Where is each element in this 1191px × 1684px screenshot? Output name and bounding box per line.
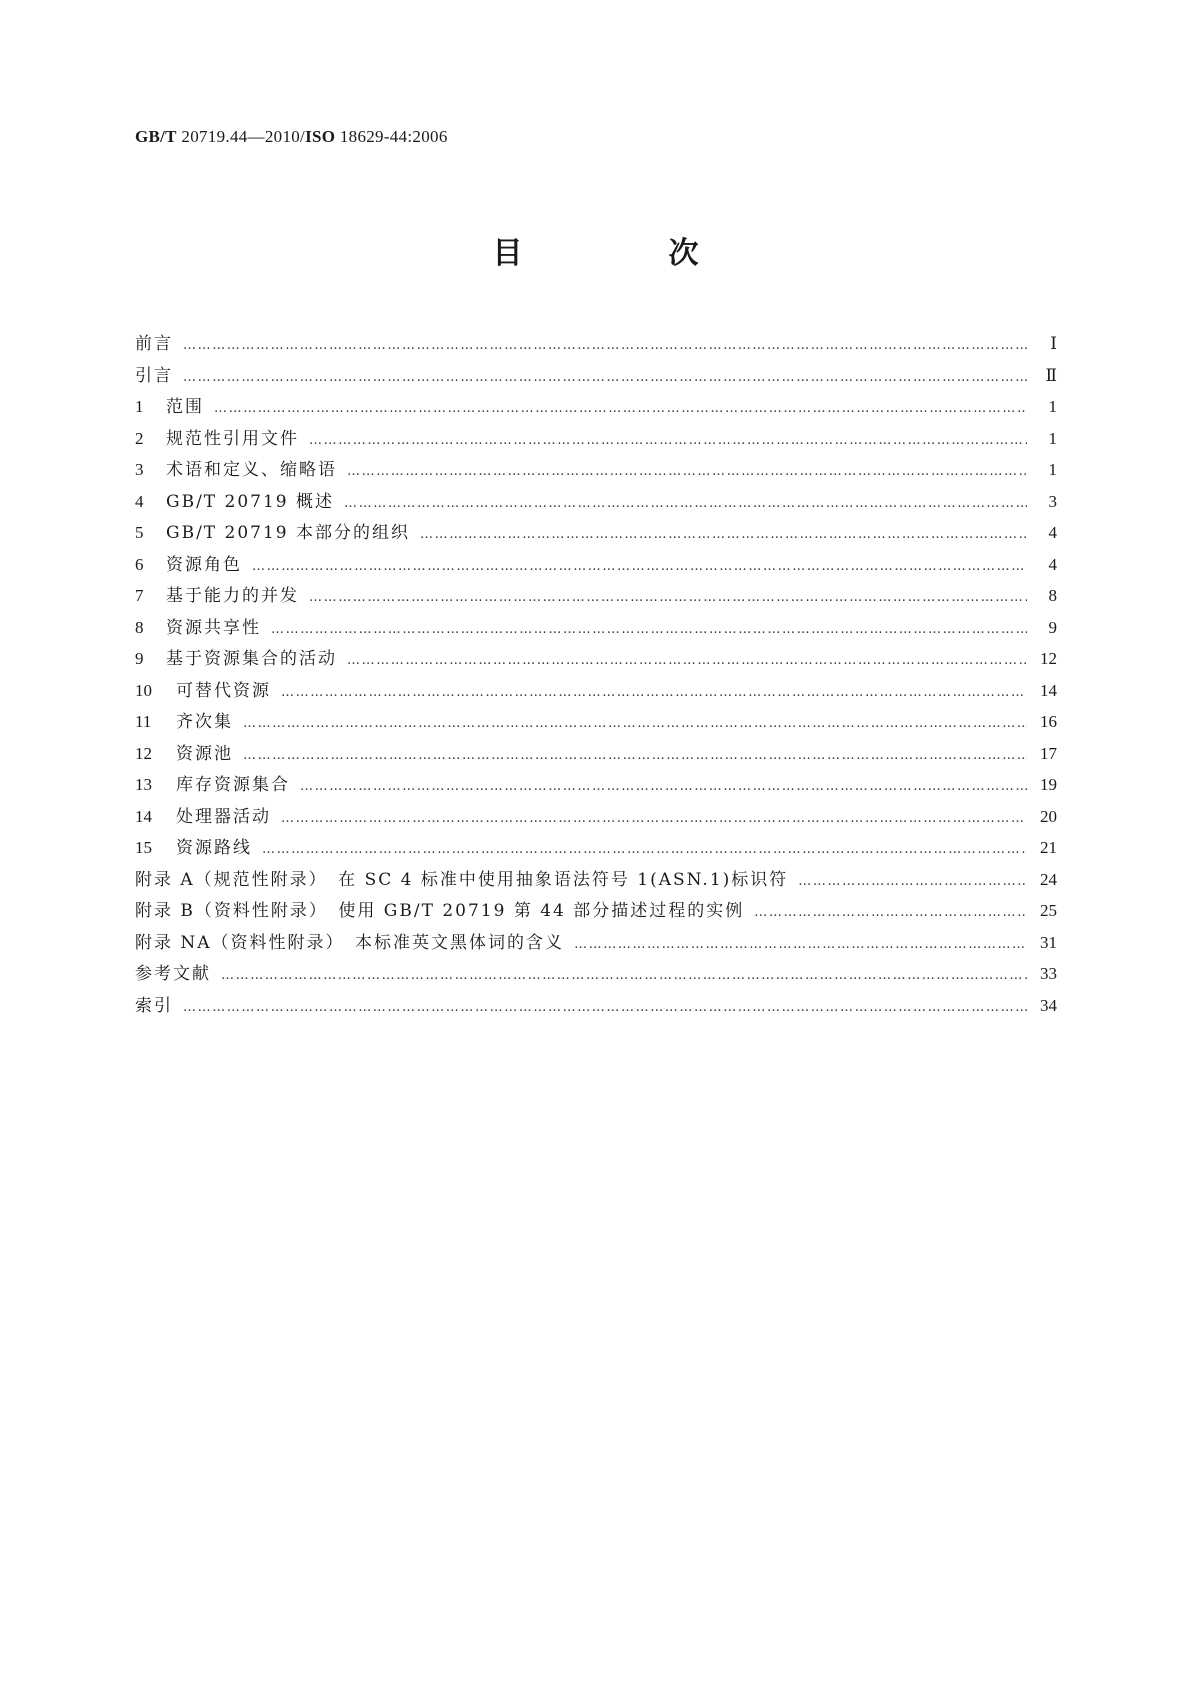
toc-entry-page: 34 <box>1040 995 1057 1015</box>
toc-entry-label: 前言 <box>135 334 173 354</box>
toc-dot-leader <box>347 456 1027 488</box>
toc-dot-leader <box>754 897 1027 929</box>
toc-entry[interactable] <box>135 328 1057 360</box>
toc-entry-number: 3 <box>135 460 144 479</box>
standard-prefix: GB/T <box>135 127 177 146</box>
toc-dot-leader <box>183 992 1027 1024</box>
toc-dot-leader <box>243 740 1027 772</box>
toc-entry-number: 14 <box>135 806 152 826</box>
toc-dot-leader <box>798 866 1027 898</box>
toc-entry-number: 5 <box>135 523 144 542</box>
toc-entry-label: 资源池 <box>176 743 233 764</box>
toc-entry-page: 14 <box>1040 680 1057 700</box>
toc-dot-leader <box>214 393 1027 425</box>
toc-entry-page: 4 <box>1048 554 1057 574</box>
toc-entry-label: 附录 A（规范性附录） 在 SC 4 标准中使用抽象语法符号 1(ASN.1)标识符 <box>135 869 789 890</box>
toc-entry[interactable] <box>135 486 1057 518</box>
toc-entry[interactable] <box>135 391 1057 423</box>
toc-entry-label: 资源角色 <box>166 554 242 575</box>
toc-entry-label: 索引 <box>135 995 173 1016</box>
toc-dot-leader <box>252 551 1027 583</box>
table-of-contents <box>135 328 1057 1021</box>
toc-entry-page: 1 <box>1048 428 1057 448</box>
toc-entry-page: Ⅱ <box>1045 365 1057 385</box>
toc-entry-page: 19 <box>1040 775 1057 794</box>
toc-entry[interactable] <box>135 423 1057 455</box>
toc-dot-leader <box>574 929 1027 961</box>
toc-entry-page: 1 <box>1048 460 1057 479</box>
toc-entry-label: 基于能力的并发 <box>166 586 299 606</box>
toc-entry-label: 资源路线 <box>176 838 252 858</box>
toc-entry-page: 4 <box>1048 523 1057 542</box>
toc-entry-page: Ⅰ <box>1050 334 1057 353</box>
toc-dot-leader <box>221 960 1027 992</box>
toc-entry-number: 9 <box>135 649 144 668</box>
toc-entry-label: 可替代资源 <box>176 680 271 701</box>
toc-entry-page: 3 <box>1048 491 1057 511</box>
toc-entry-number: 15 <box>135 838 152 857</box>
iso-prefix: ISO <box>305 127 336 146</box>
toc-entry[interactable] <box>135 517 1057 549</box>
toc-dot-leader <box>347 645 1027 677</box>
toc-entry-number: 7 <box>135 586 144 605</box>
standard-number: 20719.44—2010/ <box>181 127 306 146</box>
page-title: 目 次 <box>492 236 757 271</box>
toc-entry[interactable] <box>135 864 1057 896</box>
toc-dot-leader <box>420 519 1027 551</box>
toc-entry-label: 引言 <box>135 365 173 386</box>
toc-dot-leader <box>281 803 1027 835</box>
toc-entry-page: 16 <box>1040 712 1057 731</box>
toc-entry[interactable] <box>135 769 1057 801</box>
toc-entry-page: 17 <box>1040 743 1057 763</box>
toc-entry-label: 附录 NA（资料性附录） 本标准英文黑体词的含义 <box>135 932 565 953</box>
toc-entry-page: 31 <box>1040 932 1057 952</box>
toc-entry[interactable] <box>135 958 1057 990</box>
toc-entry-label: GB/T 20719 本部分的组织 <box>166 523 411 543</box>
toc-entry[interactable] <box>135 738 1057 770</box>
toc-entry[interactable] <box>135 549 1057 581</box>
toc-entry[interactable] <box>135 612 1057 644</box>
toc-dot-leader <box>344 488 1027 520</box>
toc-entry-label: GB/T 20719 概述 <box>166 491 335 512</box>
toc-entry-number: 10 <box>135 680 152 700</box>
toc-entry-number: 4 <box>135 491 144 511</box>
toc-entry[interactable] <box>135 801 1057 833</box>
toc-entry[interactable] <box>135 454 1057 486</box>
toc-dot-leader <box>183 362 1027 394</box>
toc-dot-leader <box>300 771 1027 803</box>
toc-dot-leader <box>281 677 1027 709</box>
toc-entry-page: 21 <box>1040 838 1057 857</box>
toc-entry-number: 6 <box>135 554 144 574</box>
toc-entry[interactable] <box>135 990 1057 1022</box>
toc-entry-number: 11 <box>135 712 152 731</box>
toc-dot-leader <box>271 614 1027 646</box>
toc-entry-page: 24 <box>1040 869 1057 889</box>
standard-header <box>135 127 448 147</box>
toc-entry-label: 附录 B（资料性附录） 使用 GB/T 20719 第 44 部分描述过程的实例 <box>135 901 745 921</box>
toc-entry-number: 13 <box>135 775 152 794</box>
toc-entry[interactable] <box>135 580 1057 612</box>
toc-entry-label: 基于资源集合的活动 <box>166 649 337 669</box>
toc-entry-number: 1 <box>135 397 144 416</box>
toc-entry-label: 处理器活动 <box>176 806 271 827</box>
toc-entry-label: 资源共享性 <box>166 617 261 638</box>
toc-entry[interactable] <box>135 895 1057 927</box>
toc-entry[interactable] <box>135 706 1057 738</box>
iso-number: 18629-44:2006 <box>339 127 448 146</box>
toc-entry-label: 参考文献 <box>135 964 211 984</box>
toc-entry-page: 25 <box>1040 901 1057 920</box>
toc-entry-page: 8 <box>1048 586 1057 605</box>
toc-entry-label: 库存资源集合 <box>176 775 290 795</box>
toc-entry-number: 12 <box>135 743 152 763</box>
toc-entry[interactable] <box>135 832 1057 864</box>
toc-entry-number: 2 <box>135 428 144 448</box>
toc-dot-leader <box>309 582 1027 614</box>
toc-dot-leader <box>243 708 1027 740</box>
toc-entry-page: 20 <box>1040 806 1057 826</box>
toc-entry[interactable] <box>135 675 1057 707</box>
toc-entry-number: 8 <box>135 617 144 637</box>
toc-entry-label: 范围 <box>166 397 204 417</box>
toc-dot-leader <box>262 834 1027 866</box>
toc-entry-page: 33 <box>1040 964 1057 983</box>
toc-entry[interactable] <box>135 360 1057 392</box>
toc-entry[interactable] <box>135 927 1057 959</box>
toc-entry-label: 齐次集 <box>176 712 233 732</box>
toc-dot-leader <box>183 330 1027 362</box>
toc-entry-label: 规范性引用文件 <box>166 428 299 449</box>
toc-dot-leader <box>309 425 1027 457</box>
toc-entry-label: 术语和定义、缩略语 <box>166 460 337 480</box>
toc-entry[interactable] <box>135 643 1057 675</box>
toc-entry-page: 9 <box>1048 617 1057 637</box>
toc-entry-page: 12 <box>1040 649 1057 668</box>
toc-entry-page: 1 <box>1048 397 1057 416</box>
